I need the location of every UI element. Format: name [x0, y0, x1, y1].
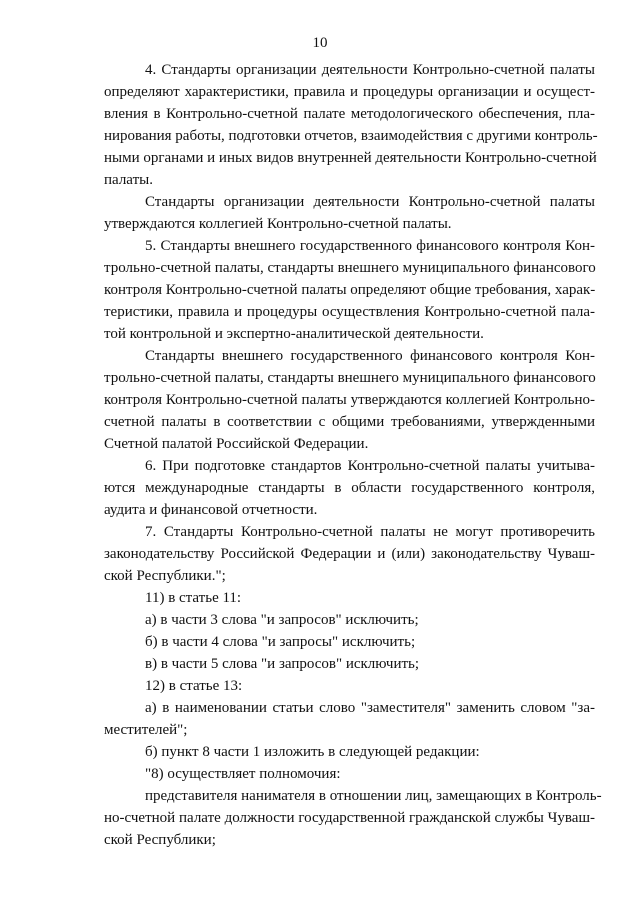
text-line: б) в части 4 слова "и запросы" исключить; — [145, 634, 416, 650]
text-line: утверждаются коллегией Контрольно-счетной палаты. — [104, 216, 452, 232]
text-line: 4. Стандарты организации деятельности Контрольно-счетной палаты — [145, 62, 595, 78]
text-line: ской Республики; — [104, 832, 216, 848]
text-line: Счетной палатой Российской Федерации. — [104, 436, 369, 452]
text-line: той контрольной и экспертно-аналитической деятельности. — [104, 326, 484, 342]
text-line: 11) в статье 11: — [145, 590, 242, 606]
text-line: вления в Контрольно-счетной палате методологического обеспечения, пла- — [104, 106, 595, 122]
text-line: "8) осуществляет полномочия: — [145, 766, 341, 782]
text-line: теристики, правила и процедуры осуществления Контрольно-счетной пала- — [104, 304, 595, 320]
text-line: 5. Стандарты внешнего государственного финансового контроля Кон- — [145, 238, 595, 254]
text-line: законодательству Российской Федерации и (или) законодательству Чуваш- — [104, 546, 595, 562]
text-line: определяют характеристики, правила и процедуры организации и осущест- — [104, 84, 595, 100]
text-line: 6. При подготовке стандартов Контрольно-счетной палаты учитыва- — [145, 458, 595, 474]
text-line: 12) в статье 13: — [145, 678, 243, 694]
text-line: в) в части 5 слова "и запросов" исключить; — [145, 656, 420, 672]
text-line: аудита и финансовой отчетности. — [104, 502, 318, 518]
page-number: 10 — [312, 35, 328, 51]
document-body — [104, 59, 602, 851]
text-line: счетной палаты в соответствии с общими требованиями, утвержденными — [104, 414, 595, 430]
text-line: Стандарты внешнего государственного финансового контроля Кон- — [145, 348, 595, 364]
text-line: ются международные стандарты в области государственного контроля, — [104, 480, 595, 496]
text-line: представителя нанимателя в отношении лиц, замещающих в Контроль- — [145, 788, 602, 804]
text-line: ными органами и иных видов внутренней деятельности Контрольно-счетной — [104, 150, 597, 166]
text-line: а) в наименовании статьи слово "заместителя" заменить словом "за- — [145, 700, 595, 716]
text-line: трольно-счетной палаты, стандарты внешнего муниципального финансового — [104, 260, 596, 276]
text-line: а) в части 3 слова "и запросов" исключить; — [145, 612, 419, 628]
text-line: контроля Контрольно-счетной палаты определяют общие требования, харак- — [104, 282, 596, 298]
text-line: но-счетной палате должности государственной гражданской службы Чуваш- — [104, 810, 595, 826]
text-line: 7. Стандарты Контрольно-счетной палаты не могут противоречить — [145, 524, 595, 540]
text-line: местителей"; — [104, 722, 188, 738]
text-line: контроля Контрольно-счетной палаты утверждаются коллегией Контрольно- — [104, 392, 595, 408]
text-line: Стандарты организации деятельности Контрольно-счетной палаты — [145, 194, 595, 210]
text-line: ской Республики."; — [104, 568, 226, 584]
text-line: палаты. — [104, 172, 153, 188]
text-line: нирования работы, подготовки отчетов, взаимодействия с другими контроль- — [104, 128, 598, 144]
text-line: трольно-счетной палаты, стандарты внешнего муниципального финансового — [104, 370, 596, 386]
text-line: б) пункт 8 части 1 изложить в следующей редакции: — [145, 744, 480, 760]
